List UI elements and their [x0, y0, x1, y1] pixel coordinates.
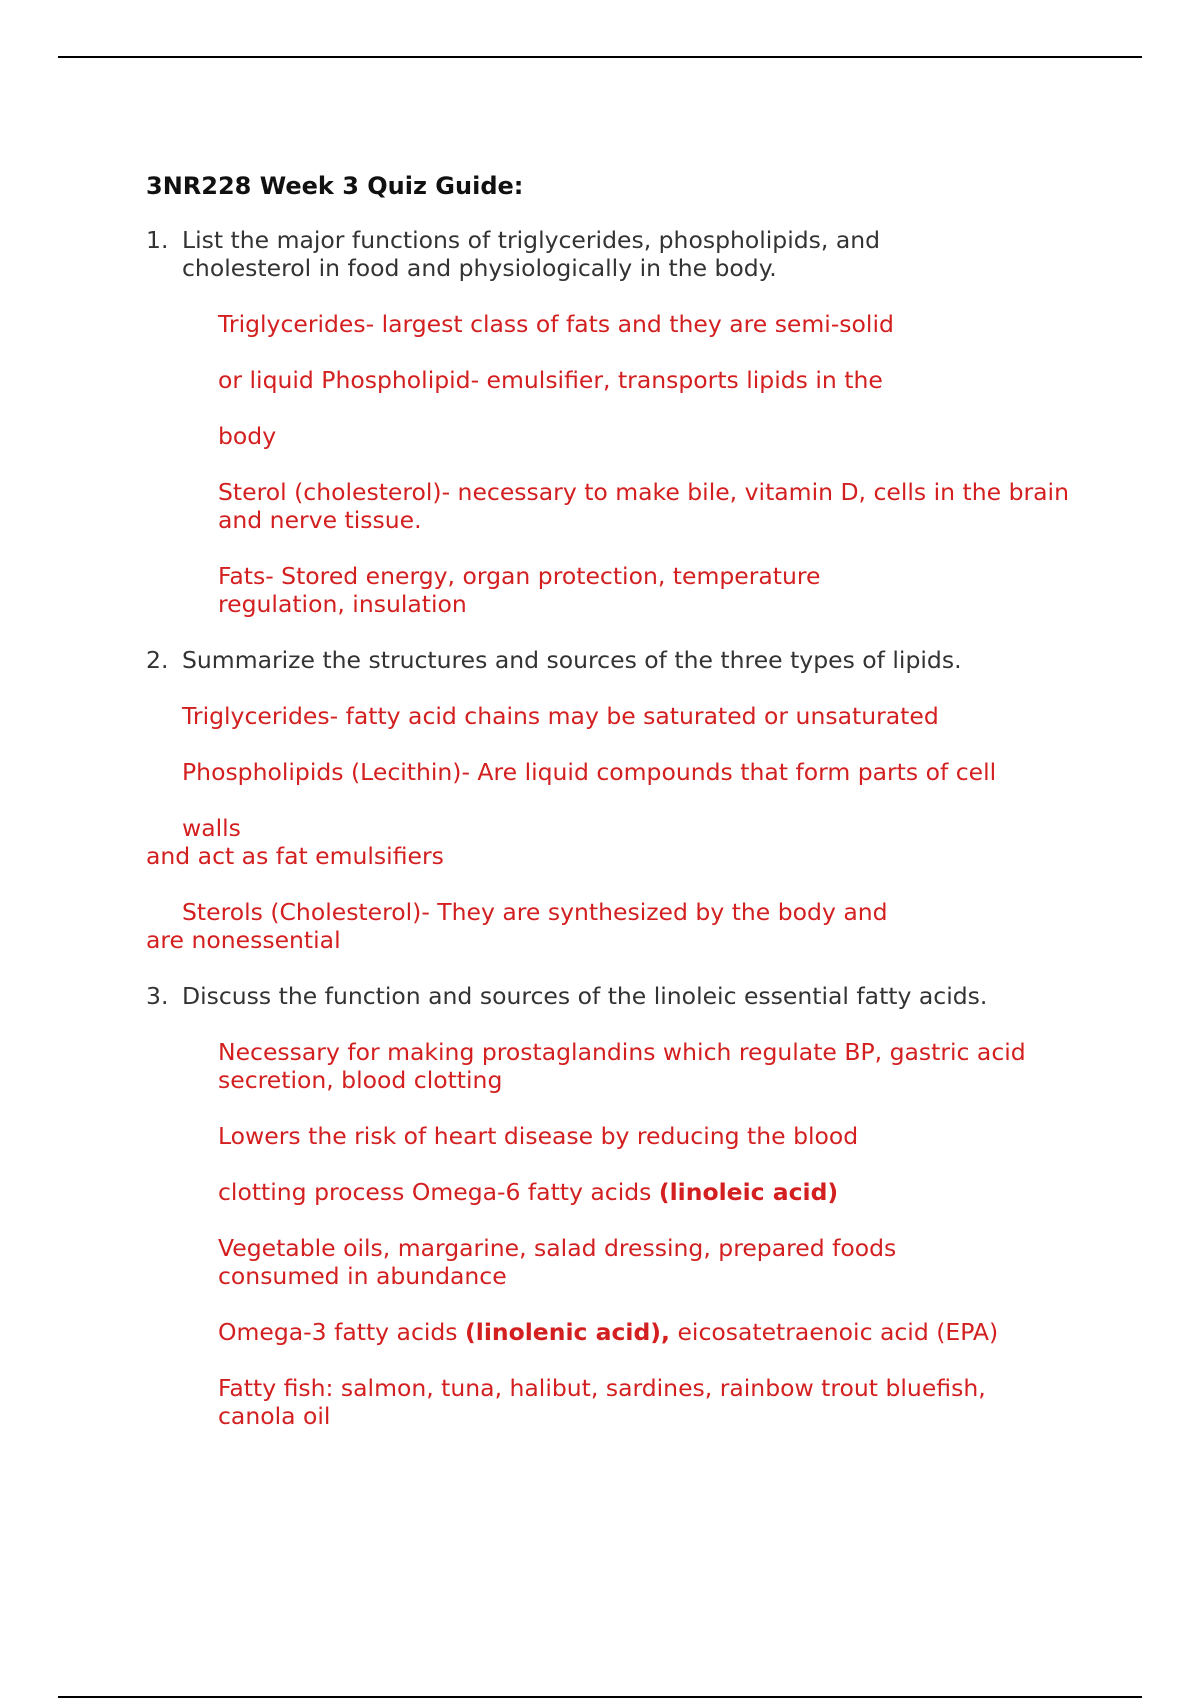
question-text: Summarize the structures and sources of the three types of lipids. [182, 646, 962, 674]
answer-line: Necessary for making prostaglandins which regulate BP, gastric acid secretion, blood clotting [218, 1038, 1026, 1094]
answer-line: Triglycerides- largest class of fats and they are semi-solid [218, 310, 894, 338]
answer-line: Triglycerides- fatty acid chains may be saturated or unsaturated [182, 702, 939, 730]
answer-line: Phospholipids (Lecithin)- Are liquid compounds that form parts of cell [182, 758, 997, 786]
answer-line: body [218, 422, 277, 450]
question-text: List the major functions of triglycerides, phospholipids, and cholesterol in food and physiologically in the body. [182, 226, 881, 282]
answer-line [218, 1178, 1146, 1206]
bold-term: (linoleic acid) [658, 1178, 839, 1206]
answer-text: Sterols (Cholesterol)- They are synthesized by the body and [182, 898, 888, 926]
answer-text: Omega-3 fatty acids [218, 1318, 466, 1346]
question-3 [146, 982, 1146, 1010]
answer-line [146, 814, 1146, 870]
document-body [146, 172, 1146, 1458]
question-number: 2. [146, 646, 169, 674]
page-title: 3NR228 Week 3 Quiz Guide: [146, 172, 524, 200]
answer-continuation: are nonessential [146, 926, 341, 954]
footer-rule [58, 1696, 1142, 1698]
answer-line [218, 1318, 1146, 1346]
answer-line [146, 898, 1146, 954]
answer-line: Fats- Stored energy, organ protection, temperature regulation, insulation [218, 562, 821, 618]
question-text: Discuss the function and sources of the linoleic essential fatty acids. [182, 982, 988, 1010]
answer-line: Fatty fish: salmon, tuna, halibut, sardines, rainbow trout bluefish, canola oil [218, 1374, 986, 1430]
question-number: 1. [146, 226, 169, 254]
answer-text: clotting process Omega-6 fatty acids [218, 1178, 659, 1206]
question-1 [146, 226, 962, 282]
question-2 [146, 646, 1146, 674]
answer-line: Sterol (cholesterol)- necessary to make bile, vitamin D, cells in the brain and nerve tissue. [218, 478, 1069, 534]
answer-line: Vegetable oils, margarine, salad dressing, prepared foods consumed in abundance [218, 1234, 897, 1290]
question-number: 3. [146, 982, 169, 1010]
answer-text: eicosatetraenoic acid (EPA) [669, 1318, 999, 1346]
header-rule [58, 56, 1142, 58]
answer-text: walls [182, 814, 241, 842]
answer-line: Lowers the risk of heart disease by reducing the blood [218, 1122, 859, 1150]
answer-continuation: and act as fat emulsifiers [146, 842, 444, 870]
answer-line: or liquid Phospholipid- emulsifier, transports lipids in the [218, 366, 883, 394]
bold-term: (linolenic acid), [465, 1318, 670, 1346]
